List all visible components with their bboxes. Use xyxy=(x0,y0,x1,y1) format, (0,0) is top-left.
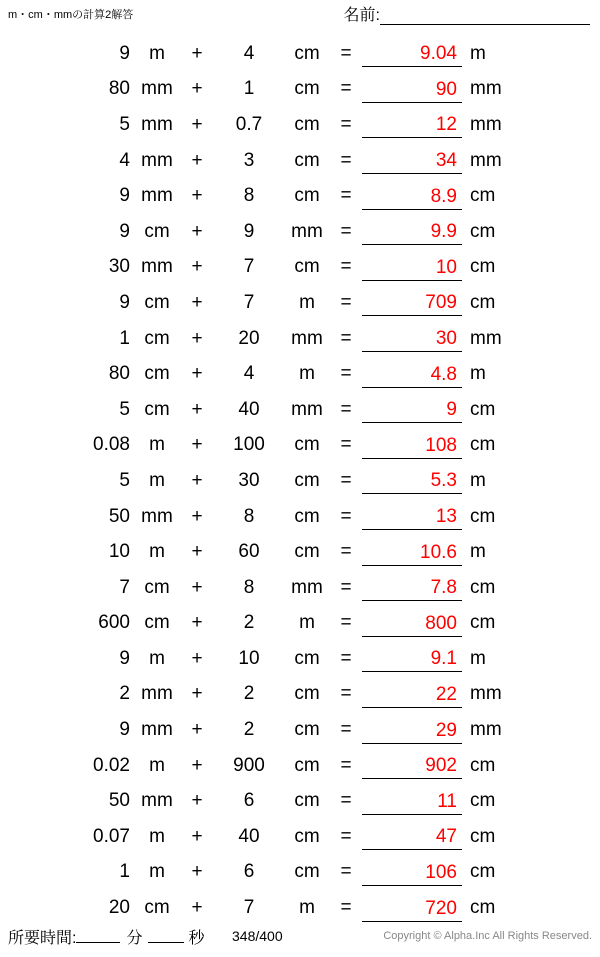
elapsed-time-block xyxy=(8,925,204,948)
plus-sign: + xyxy=(191,505,203,527)
operand-2-unit: cm xyxy=(294,719,320,741)
answer-unit: m xyxy=(470,647,486,669)
operand-1-unit: m xyxy=(149,825,165,847)
operand-2-unit: m xyxy=(299,612,315,634)
problem-row xyxy=(0,606,600,642)
operand-1-unit: mm xyxy=(141,113,173,135)
operand-1-unit: cm xyxy=(144,291,170,313)
problem-row xyxy=(0,819,600,855)
worksheet-title: m・cm・mmの計算2解答 xyxy=(8,9,134,21)
operand-2: 3 xyxy=(243,149,255,171)
operand-1: 9 xyxy=(119,220,130,242)
answer-unit: m xyxy=(470,469,486,491)
operand-2: 20 xyxy=(238,327,260,349)
operand-1: 9 xyxy=(119,291,130,313)
plus-sign: + xyxy=(191,825,203,847)
operand-2: 2 xyxy=(243,683,255,705)
answer-field[interactable]: 10 xyxy=(362,254,462,281)
equals-sign: = xyxy=(340,647,352,669)
answer-field[interactable]: 106 xyxy=(362,859,462,886)
plus-sign: + xyxy=(191,398,203,420)
operand-1-unit: m xyxy=(149,541,165,563)
operand-1-unit: m xyxy=(149,42,165,64)
operand-1: 80 xyxy=(108,363,130,385)
plus-sign: + xyxy=(191,185,203,207)
operand-1: 9 xyxy=(119,719,130,741)
answer-field[interactable]: 800 xyxy=(362,610,462,637)
answer-field[interactable]: 11 xyxy=(362,788,462,815)
operand-1-unit: m xyxy=(149,861,165,883)
answer-field[interactable]: 13 xyxy=(362,503,462,530)
operand-2-unit: mm xyxy=(291,327,323,349)
equals-sign: = xyxy=(340,78,352,100)
operand-2-unit: cm xyxy=(294,647,320,669)
answer-unit: mm xyxy=(470,327,502,349)
operand-1: 5 xyxy=(119,113,130,135)
answer-field[interactable]: 709 xyxy=(362,289,462,316)
operand-2-unit: cm xyxy=(294,541,320,563)
operand-2-unit: cm xyxy=(294,790,320,812)
equals-sign: = xyxy=(340,861,352,883)
operand-1: 9 xyxy=(119,647,130,669)
operand-1: 9 xyxy=(119,185,130,207)
minutes-unit-label: 分 xyxy=(126,930,143,947)
operand-1-unit: cm xyxy=(144,327,170,349)
plus-sign: + xyxy=(191,220,203,242)
operand-2: 100 xyxy=(233,434,265,456)
operand-1-unit: m xyxy=(149,434,165,456)
equals-sign: = xyxy=(340,185,352,207)
plus-sign: + xyxy=(191,754,203,776)
problem-row xyxy=(0,392,600,428)
equals-sign: = xyxy=(340,683,352,705)
answer-unit: m xyxy=(470,42,486,64)
operand-1-unit: cm xyxy=(144,576,170,598)
operand-2: 7 xyxy=(243,897,255,919)
operand-1: 50 xyxy=(108,505,130,527)
operand-2-unit: cm xyxy=(294,469,320,491)
operand-1-unit: cm xyxy=(144,612,170,634)
operand-2: 8 xyxy=(243,505,255,527)
equals-sign: = xyxy=(340,42,352,64)
operand-1: 10 xyxy=(108,541,130,563)
problem-row xyxy=(0,677,600,713)
answer-field[interactable]: 902 xyxy=(362,752,462,779)
answer-field[interactable]: 30 xyxy=(362,325,462,352)
plus-sign: + xyxy=(191,78,203,100)
operand-2: 4 xyxy=(243,363,255,385)
operand-2-unit: cm xyxy=(294,256,320,278)
operand-1: 5 xyxy=(119,469,130,491)
page-footer xyxy=(0,925,600,951)
equals-sign: = xyxy=(340,469,352,491)
name-label: 名前: xyxy=(343,7,380,24)
operand-1-unit: m xyxy=(149,647,165,669)
problem-row xyxy=(0,499,600,535)
operand-2-unit: m xyxy=(299,291,315,313)
minutes-input-line[interactable] xyxy=(76,925,120,943)
answer-unit: cm xyxy=(470,576,496,598)
operand-1: 0.02 xyxy=(93,754,130,776)
problem-row xyxy=(0,178,600,214)
plus-sign: + xyxy=(191,256,203,278)
plus-sign: + xyxy=(191,434,203,456)
answer-field[interactable]: 10.6 xyxy=(362,539,462,566)
operand-2-unit: m xyxy=(299,897,315,919)
answer-unit: mm xyxy=(470,719,502,741)
answer-unit: mm xyxy=(470,113,502,135)
problem-row xyxy=(0,463,600,499)
equals-sign: = xyxy=(340,719,352,741)
operand-1: 1 xyxy=(119,327,130,349)
operand-1: 9 xyxy=(119,42,130,64)
equals-sign: = xyxy=(340,825,352,847)
plus-sign: + xyxy=(191,683,203,705)
answer-unit: cm xyxy=(470,505,496,527)
operand-1-unit: mm xyxy=(141,505,173,527)
operand-2-unit: cm xyxy=(294,185,320,207)
operand-2: 7 xyxy=(243,291,255,313)
operand-2: 60 xyxy=(238,541,260,563)
answer-unit: cm xyxy=(470,825,496,847)
answer-unit: cm xyxy=(470,754,496,776)
operand-1-unit: cm xyxy=(144,220,170,242)
operand-1-unit: m xyxy=(149,469,165,491)
answer-unit: mm xyxy=(470,149,502,171)
seconds-unit-label: 秒 xyxy=(188,930,205,947)
problem-row xyxy=(0,356,600,392)
operand-2: 8 xyxy=(243,576,255,598)
operand-2-unit: cm xyxy=(294,113,320,135)
answer-field[interactable]: 5.3 xyxy=(362,467,462,494)
plus-sign: + xyxy=(191,897,203,919)
operand-1-unit: m xyxy=(149,754,165,776)
problem-row xyxy=(0,250,600,286)
plus-sign: + xyxy=(191,363,203,385)
equals-sign: = xyxy=(340,256,352,278)
plus-sign: + xyxy=(191,327,203,349)
problem-row xyxy=(0,428,600,464)
seconds-input-line[interactable] xyxy=(148,925,184,943)
answer-unit: cm xyxy=(470,861,496,883)
equals-sign: = xyxy=(340,790,352,812)
equals-sign: = xyxy=(340,291,352,313)
plus-sign: + xyxy=(191,576,203,598)
operand-2-unit: m xyxy=(299,363,315,385)
answer-unit: cm xyxy=(470,185,496,207)
operand-2: 30 xyxy=(238,469,260,491)
operand-1-unit: cm xyxy=(144,363,170,385)
operand-1: 5 xyxy=(119,398,130,420)
operand-2-unit: cm xyxy=(294,861,320,883)
operand-2-unit: cm xyxy=(294,683,320,705)
problem-row xyxy=(0,36,600,72)
answer-unit: cm xyxy=(470,291,496,313)
problem-row xyxy=(0,712,600,748)
answer-unit: m xyxy=(470,541,486,563)
answer-unit: cm xyxy=(470,220,496,242)
operand-2: 40 xyxy=(238,825,260,847)
operand-1: 0.08 xyxy=(93,434,130,456)
plus-sign: + xyxy=(191,469,203,491)
answer-field[interactable]: 12 xyxy=(362,111,462,138)
operand-1-unit: mm xyxy=(141,719,173,741)
answer-field[interactable]: 4.8 xyxy=(362,361,462,388)
equals-sign: = xyxy=(340,576,352,598)
operand-2: 4 xyxy=(243,42,255,64)
copyright-notice: Copyright © Alpha.Inc All Rights Reserved. xyxy=(383,930,592,942)
operand-2-unit: mm xyxy=(291,398,323,420)
operand-2: 2 xyxy=(243,719,255,741)
operand-1-unit: mm xyxy=(141,78,173,100)
operand-2: 2 xyxy=(243,612,255,634)
page-code: 348/400 xyxy=(232,928,283,944)
equals-sign: = xyxy=(340,541,352,563)
answer-field[interactable]: 9 xyxy=(362,396,462,423)
answer-field[interactable]: 29 xyxy=(362,717,462,744)
plus-sign: + xyxy=(191,291,203,313)
problem-row xyxy=(0,570,600,606)
answer-unit: mm xyxy=(470,683,502,705)
operand-1: 80 xyxy=(108,78,130,100)
problem-row xyxy=(0,214,600,250)
operand-1-unit: mm xyxy=(141,683,173,705)
equals-sign: = xyxy=(340,113,352,135)
problem-row xyxy=(0,534,600,570)
equals-sign: = xyxy=(340,220,352,242)
problem-row xyxy=(0,783,600,819)
operand-2-unit: mm xyxy=(291,576,323,598)
operand-2: 9 xyxy=(243,220,255,242)
answer-field[interactable]: 8.9 xyxy=(362,183,462,210)
operand-2: 6 xyxy=(243,790,255,812)
operand-1: 20 xyxy=(108,897,130,919)
problem-row xyxy=(0,107,600,143)
plus-sign: + xyxy=(191,113,203,135)
operand-1: 2 xyxy=(119,683,130,705)
equals-sign: = xyxy=(340,398,352,420)
answer-field[interactable]: 9.04 xyxy=(362,40,462,67)
name-field-block xyxy=(344,2,590,25)
operand-2-unit: mm xyxy=(291,220,323,242)
equals-sign: = xyxy=(340,149,352,171)
answer-field[interactable]: 7.8 xyxy=(362,574,462,601)
operand-1-unit: mm xyxy=(141,790,173,812)
operand-2: 0.7 xyxy=(235,113,263,135)
answer-field[interactable]: 47 xyxy=(362,823,462,850)
operand-2: 900 xyxy=(233,754,265,776)
operand-2: 40 xyxy=(238,398,260,420)
operand-2-unit: cm xyxy=(294,149,320,171)
problem-row xyxy=(0,143,600,179)
equals-sign: = xyxy=(340,754,352,776)
answer-field[interactable]: 34 xyxy=(362,147,462,174)
answer-unit: cm xyxy=(470,256,496,278)
equals-sign: = xyxy=(340,505,352,527)
answer-field[interactable]: 108 xyxy=(362,432,462,459)
operand-1: 50 xyxy=(108,790,130,812)
page-header xyxy=(0,0,600,34)
operand-1: 1 xyxy=(119,861,130,883)
equals-sign: = xyxy=(340,327,352,349)
equals-sign: = xyxy=(340,897,352,919)
equals-sign: = xyxy=(340,363,352,385)
operand-2-unit: cm xyxy=(294,78,320,100)
plus-sign: + xyxy=(191,790,203,812)
problem-row xyxy=(0,285,600,321)
plus-sign: + xyxy=(191,861,203,883)
problem-list xyxy=(0,36,600,926)
operand-2-unit: cm xyxy=(294,754,320,776)
operand-2-unit: cm xyxy=(294,825,320,847)
answer-unit: mm xyxy=(470,78,502,100)
operand-1: 0.07 xyxy=(93,825,130,847)
answer-field[interactable]: 9.1 xyxy=(362,645,462,672)
answer-field[interactable]: 90 xyxy=(362,76,462,103)
answer-unit: cm xyxy=(470,398,496,420)
problem-row xyxy=(0,321,600,357)
operand-2-unit: cm xyxy=(294,505,320,527)
operand-2: 8 xyxy=(243,185,255,207)
operand-2: 1 xyxy=(243,78,255,100)
operand-2: 10 xyxy=(238,647,260,669)
equals-sign: = xyxy=(340,612,352,634)
answer-unit: cm xyxy=(470,612,496,634)
operand-1-unit: mm xyxy=(141,185,173,207)
operand-2-unit: cm xyxy=(294,434,320,456)
operand-2: 7 xyxy=(243,256,255,278)
equals-sign: = xyxy=(340,434,352,456)
plus-sign: + xyxy=(191,541,203,563)
operand-2: 6 xyxy=(243,861,255,883)
operand-1-unit: cm xyxy=(144,897,170,919)
problem-row xyxy=(0,855,600,891)
problem-row xyxy=(0,641,600,677)
answer-field[interactable]: 22 xyxy=(362,681,462,708)
problem-row xyxy=(0,748,600,784)
plus-sign: + xyxy=(191,719,203,741)
operand-1: 30 xyxy=(108,256,130,278)
plus-sign: + xyxy=(191,647,203,669)
operand-1: 7 xyxy=(119,576,130,598)
plus-sign: + xyxy=(191,149,203,171)
answer-unit: cm xyxy=(470,434,496,456)
answer-unit: cm xyxy=(470,790,496,812)
plus-sign: + xyxy=(191,612,203,634)
answer-field[interactable]: 720 xyxy=(362,895,462,922)
answer-field[interactable]: 9.9 xyxy=(362,218,462,245)
elapsed-time-label: 所要時間: xyxy=(8,930,77,947)
answer-unit: m xyxy=(470,363,486,385)
name-input-line[interactable] xyxy=(380,5,590,25)
operand-2-unit: cm xyxy=(294,42,320,64)
operand-1-unit: mm xyxy=(141,256,173,278)
answer-unit: cm xyxy=(470,897,496,919)
operand-1: 4 xyxy=(119,149,130,171)
operand-1-unit: cm xyxy=(144,398,170,420)
plus-sign: + xyxy=(191,42,203,64)
problem-row xyxy=(0,890,600,926)
operand-1: 600 xyxy=(98,612,130,634)
problem-row xyxy=(0,72,600,108)
operand-1-unit: mm xyxy=(141,149,173,171)
